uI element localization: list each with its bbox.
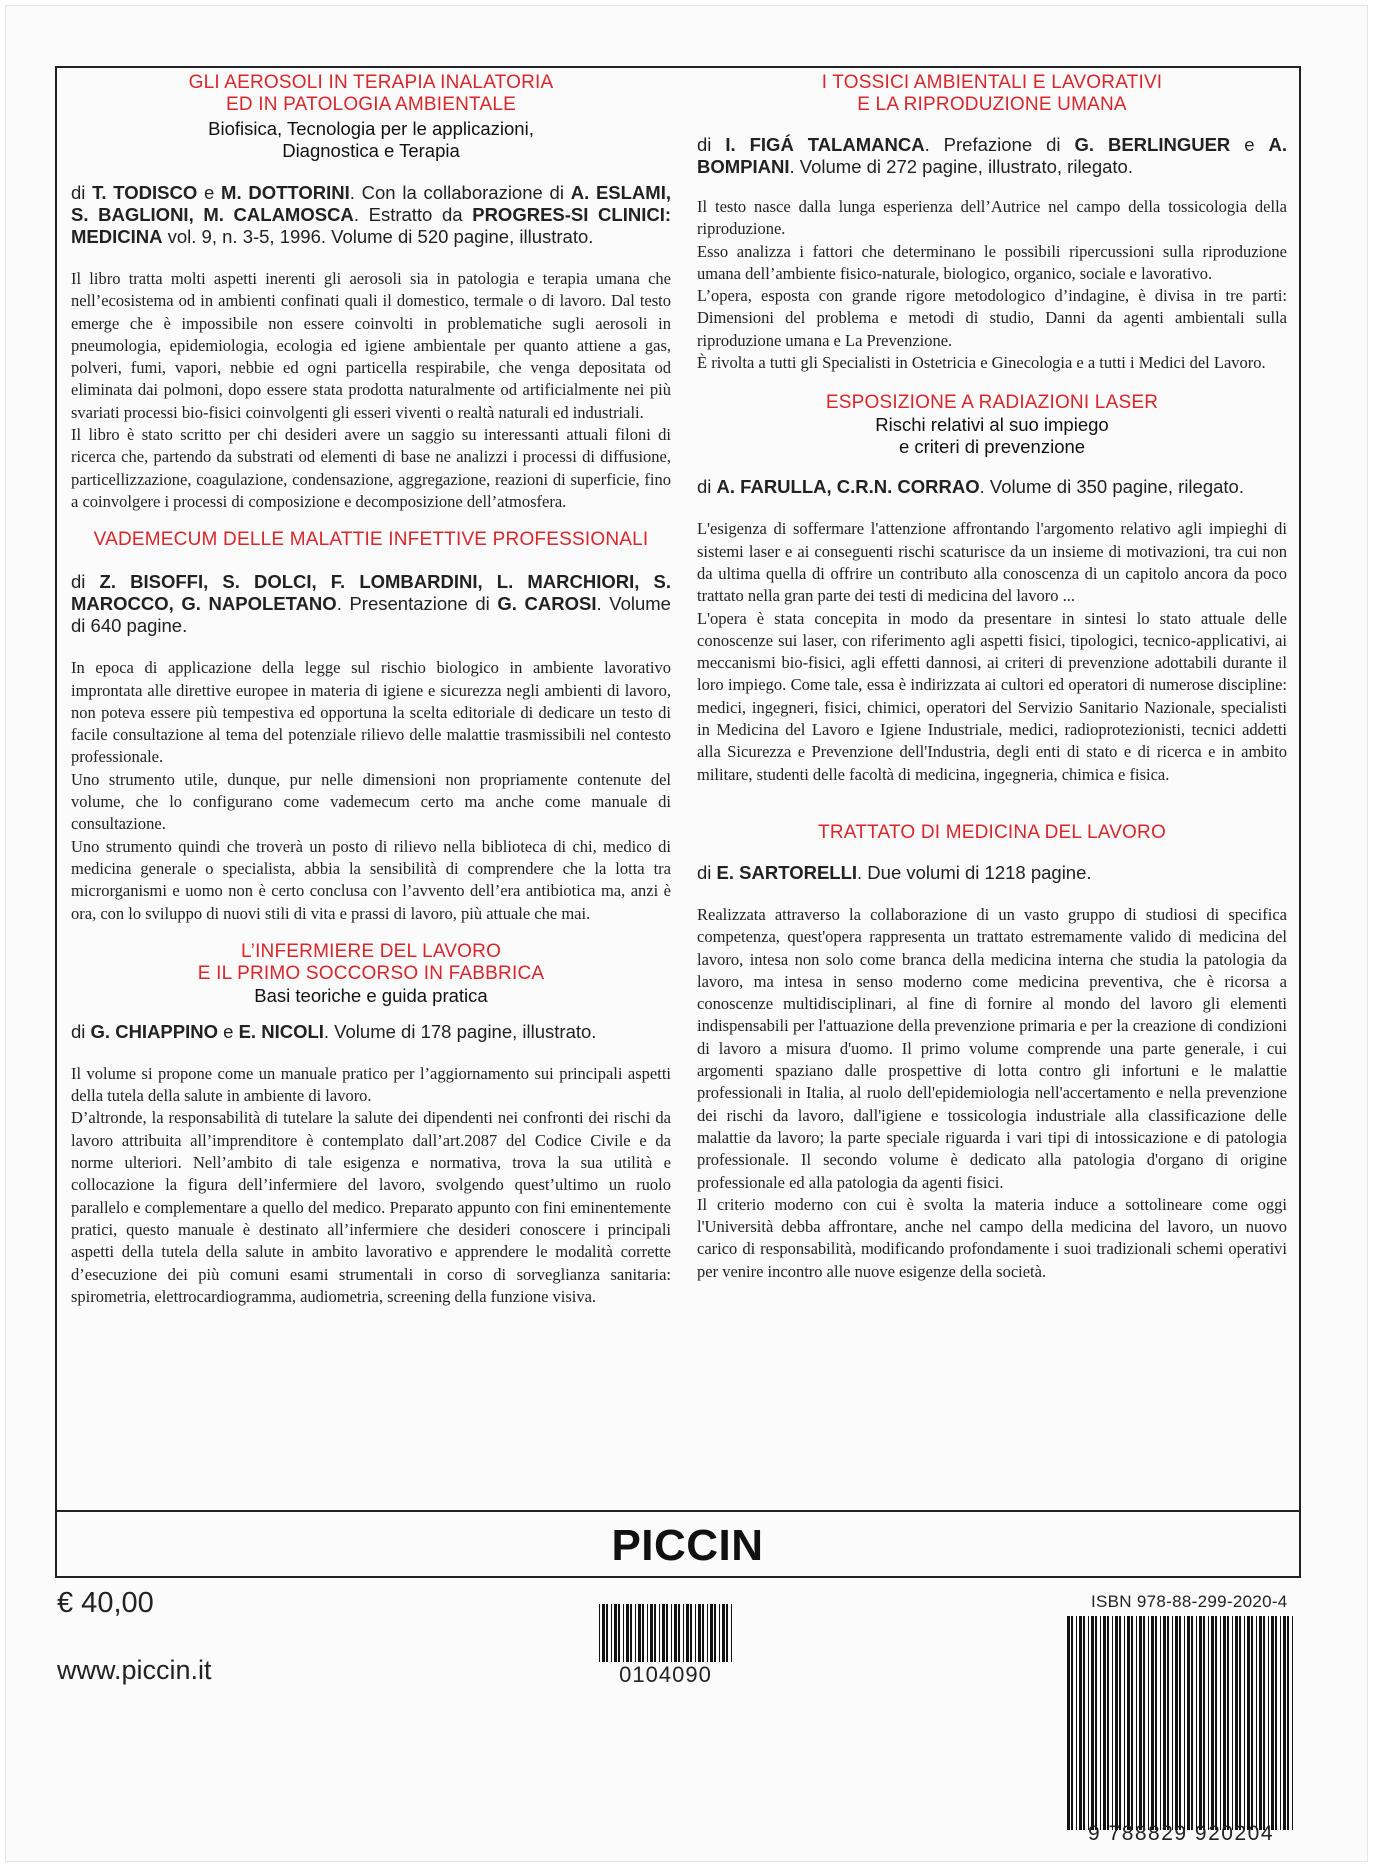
book-infermiere [71, 941, 671, 1308]
book-byline: di T. TODISCO e M. DOTTORINI. Con la collaborazione di A. ESLAMI, S. BAGLIONI, M. CALAMOSCA. Estratto da PROGRES-SI CLINICI: MEDICINA vol. 9, n. 3-5, 1996. Volume di 520 pagine, illustrato. [71, 182, 672, 247]
barcode-bar [1280, 1616, 1281, 1830]
barcode-bar [1208, 1616, 1209, 1830]
barcode-bar [1275, 1616, 1277, 1830]
barcode-bar [1271, 1616, 1274, 1830]
barcode-bar [638, 1604, 641, 1662]
barcode-bar [1244, 1616, 1245, 1830]
barcode-bar [1107, 1616, 1109, 1830]
barcode-bar [1247, 1616, 1250, 1830]
barcode-bar [1151, 1616, 1154, 1830]
publisher-divider [55, 1510, 1301, 1512]
barcode-bar [1196, 1616, 1197, 1830]
barcode-bar [614, 1604, 617, 1662]
barcode-bar [1131, 1616, 1133, 1830]
barcode-bar [710, 1604, 713, 1662]
book-title: GLI AEROSOLI IN TERAPIA INALATORIA ED IN PATOLOGIA AMBIENTALE [188, 72, 554, 115]
book-title: L’INFERMIERE DEL LAVORO E IL PRIMO SOCCORSO IN FABBRICA [197, 940, 545, 984]
book-title: ESPOSIZIONE A RADIAZIONI LASER [825, 392, 1159, 414]
barcode-bar [1112, 1616, 1113, 1830]
left-column [71, 72, 671, 1308]
book-description: In epoca di applicazione della legge sul rischio biologico in ambiente lavorativo improntata alle direttive europee in materia di igiene e sicurezza negli ambienti di lavoro, non poteva essere più tempestiva ed opportuna la scelta editoriale di dedicare un testo di facile consultazione al tema del potenziale rilievo delle malattie trasmissibili nel contesto professionale. Uno strumento utile, dunque, pur nelle dimensioni non propriamente contenute del volume, che lo configurano come vademecum certo ma anche come manuale di consultazione. Uno strumento quindi che troverà un posto di rilievo nella biblioteca di chi, medico di medicina generale o specialista, abbia la sensibilità di comprendere che la lotta tra microrganismi e uomo non è certo conclusa con l’avvento dell’era antibiotica ma, anzi è ora, con lo sviluppo di nuovi stili di vita e prassi di lavoro, più attuale che mai. [71, 658, 671, 923]
barcode-bar [702, 1604, 704, 1662]
barcode-bar [1139, 1616, 1142, 1830]
book-byline: di A. FARULLA, C.R.N. CORRAO. Volume di 350 pagine, rilegato. [697, 476, 1244, 498]
publisher-logo: PICCIN [611, 1521, 764, 1570]
barcode-bar [602, 1604, 605, 1662]
barcode-bar [1067, 1616, 1070, 1830]
barcode-bar [698, 1604, 701, 1662]
book-title: TRATTATO DI MEDICINA DEL LAVORO [818, 821, 1166, 843]
barcode-bar [671, 1604, 672, 1662]
barcode-bar [714, 1604, 716, 1662]
barcode-bar [1155, 1616, 1157, 1830]
barcode-bar [719, 1604, 720, 1662]
book-byline: di E. SARTORELLI. Due volumi di 1218 pagine. [697, 861, 1092, 883]
barcode-bar [1175, 1616, 1178, 1830]
barcode-bar [686, 1604, 689, 1662]
book-byline: di Z. BISOFFI, S. DOLCI, F. LOMBARDINI, L. MARCHIORI, S. MAROCCO, G. NAPOLETANO. Presentazione di G. CAROSI. Volume di 640 pagine. [71, 571, 671, 637]
barcode-bar [626, 1604, 629, 1662]
barcode-bar [690, 1604, 692, 1662]
barcode-bar [1184, 1616, 1185, 1830]
barcode-bar [1283, 1616, 1286, 1830]
book-description: L'esigenza di soffermare l'attenzione affrontando l'argomento relativo agli impieghi di sistemi laser e ai conseguenti rischi scaturisce da un insieme di motivazioni, tra cui non da ultima quella di offrire un contributo alla conoscenza di un capitolo ancora da poco trattato nella gran parte dei testi di medicina del lavoro ... L'opera è stata concepita in modo da presentare in sintesi lo stato attuale delle conoscenze sui laser, con riferimento agli aspetti fisici, tipologici, tecnico-applicativi, ai meccanismi bio-fisici, agli effetti dannosi, ai criteri di prevenzione adottabili durante il loro impiego. Come tale, essa è indirizzata ai cultori ed operatori di numerose discipline: medici, ingegneri, fisici, chimici, operatori del Servizio Sanitario Nazionale, specialisti in Medicina del Lavoro e Igiene Industriale, medici, radioprotezionisti, tecnici addetti alla Sicurezza e Prevenzione dell'Industria, degli enti di stato e di ricerca e in ambito militare, studenti delle facoltà di medicina, ingegneria, chimica e fisica. [697, 519, 1287, 784]
book-subtitle: Basi teoriche e guida pratica [254, 984, 488, 1006]
barcode-bar [623, 1604, 624, 1662]
barcode-bar [1239, 1616, 1241, 1830]
barcode-bar [1167, 1616, 1169, 1830]
barcode-bar [647, 1604, 648, 1662]
book-tossici [697, 72, 1287, 374]
barcode-bar [1292, 1616, 1293, 1830]
barcode-bar [1148, 1616, 1149, 1830]
barcode-bar [635, 1604, 636, 1662]
book-description: Il testo nasce dalla lunga esperienza dell’Autrice nel campo della tossicologia della riproduzione. Esso analizza i fattori che determinano le possibili ripercussioni sulla riproduzione umana dell’ambiente fisico-naturale, biologico, organico, sociale e lavorativo. L’opera, esposta con grande rigore metodologico d’indagine, è divisa in tre parti: Dimensioni del problema e metodi di studio, Danni da agenti ambientali sulla riproduzione umana e La Prevenzione. È rivolta a tutti gli Specialisti in Ostetricia e Ginecologia e a tutti i Medici del Lavoro. [697, 197, 1287, 373]
barcode-bar [1211, 1616, 1214, 1830]
barcode-bar [1119, 1616, 1121, 1830]
barcode-bar [1215, 1616, 1217, 1830]
barcode-small [597, 1604, 734, 1662]
barcode-bar [707, 1604, 708, 1662]
barcode-bar [666, 1604, 668, 1662]
barcode-bar [1172, 1616, 1173, 1830]
barcode-bar [1203, 1616, 1205, 1830]
barcode-bar [1088, 1616, 1089, 1830]
barcode-bar [1232, 1616, 1233, 1830]
barcode-bar [611, 1604, 612, 1662]
barcode-bar [1083, 1616, 1085, 1830]
book-title: VADEMECUM DELLE MALATTIE INFETTIVE PROFESSIONALI [93, 529, 649, 551]
barcode-bar [1163, 1616, 1166, 1830]
barcode-small-number: 0104090 [619, 1662, 712, 1687]
right-column [697, 72, 1287, 1283]
barcode-bar [1263, 1616, 1265, 1830]
barcode-bar [1179, 1616, 1181, 1830]
book-vademecum [71, 529, 671, 925]
barcode-bar [1287, 1616, 1289, 1830]
book-byline: di G. CHIAPPINO e E. NICOLI. Volume di 178 pagine, illustrato. [71, 1020, 597, 1042]
barcode-bar [662, 1604, 665, 1662]
barcode-bar [1223, 1616, 1226, 1830]
barcode-bar [1199, 1616, 1202, 1830]
barcode-ean-number: 9 788829 920204 [1088, 1822, 1274, 1845]
book-description: Realizzata attraverso la collaborazione di un vasto gruppo di studiosi di specifica competenza, quest'opera rappresenta un trattato estremamente valido di medicina del lavoro, intesa non solo come branca della medicina interna che studia la patologia da lavoro, ma intesa in senso moderno come medicina preventiva, che è ricorsa a conoscenze multidisciplinari, al fine di fornire al mondo del lavoro gli elementi indispensabili per l'attuazione della prevenzione primaria e per la creazione di condizioni di lavoro a misura d'uomo. Il primo volume comprende una parte generale, i cui argomenti spaziano dalle prospettive di lotta contro gli infortuni e le malattie professionali in Italia, al ruolo dell'epidemiologia nell'accertamento e nella prevenzione dei rischi da lavoro, dall'igiene e tossicologia industriale alla classificazione delle malattie da lavoro; la parte speciale riguarda i vari tipi di intossicazione e di patologia professionale. Il secondo volume è dedicato alla patologia d'organo di origine professionale ed alla patologia da agenti fisici. Il criterio moderno con cui è svolta la materia induce a sottolineare come oggi l'Università debba affrontare, anche nel campo della medicina del lavoro, un nuovo carico di responsabilità, modificando profondamente i suoi tradizionali schemi operativi per venire incontro alle nuove esigenze della società. [697, 904, 1287, 1281]
barcode-bar [1235, 1616, 1238, 1830]
barcode-bar [674, 1604, 677, 1662]
barcode-bar [1220, 1616, 1221, 1830]
barcode-bar [1136, 1616, 1137, 1830]
barcode-bar [599, 1604, 600, 1662]
book-title: I TOSSICI AMBIENTALI E LAVORATIVI E LA RIPRODUZIONE UMANA [821, 72, 1163, 115]
book-description: Il libro tratta molti aspetti inerenti gli aerosoli sia in patologia e terapia umana che nell’ecosistema od in ambienti confinati quali il domestico, termale o di lavoro. Dal testo emerge che è impossibile non essere coinvolti in problematiche sugli aerosoli in pneumologia, epidemiologia, ecologia ed igiene ambientale per quanto attiene a gas, polveri, fumi, vapori, nebbie ed ogni particella respirabile, che venga depositata od eliminata dai polmoni, dopo essere stata prodotta naturalmente od artificialmente nei più svariati processi bio-fisici coinvolgenti gli esseri viventi o realtà naturali ed industriali. Il libro è stato scritto per chi desideri avere un saggio su interessanti attuali filoni di ricerca che, partendo da substrati od elementi di base ne analizzi i processi di diffusione, particellizzazione, coagulazione, condensazione, aggregazione, reazioni di superficie, fino a coinvolgere i processi di composizione e decomposizione dell’atmosfera. [71, 269, 671, 511]
barcode-bar [1103, 1616, 1106, 1830]
barcode-bar [1187, 1616, 1190, 1830]
barcode-bar [731, 1604, 732, 1662]
barcode-bar [1227, 1616, 1229, 1830]
barcode-bar [606, 1604, 608, 1662]
barcode-bar [1143, 1616, 1145, 1830]
book-subtitle: Biofisica, Tecnologia per le applicazioni, Diagnostica e Terapia [208, 118, 534, 161]
website: www.piccin.it [57, 1655, 212, 1685]
book-byline: di I. FIGÁ TALAMANCA. Prefazione di G. BERLINGUER e A. BOMPIANI. Volume di 272 pagine, illustrato, rilegato. [697, 134, 1287, 177]
barcode-bar [1071, 1616, 1073, 1830]
book-trattato [697, 822, 1287, 1283]
barcode-bar [1091, 1616, 1094, 1830]
book-aerosoli [71, 72, 671, 513]
barcode-ean [1065, 1616, 1297, 1830]
barcode-bar [1160, 1616, 1161, 1830]
barcode-bar [1127, 1616, 1130, 1830]
barcode-bar [695, 1604, 696, 1662]
barcode-bar [630, 1604, 632, 1662]
book-description: Il volume si propone come un manuale pratico per l’aggiornamento sui principali aspetti della tutela della salute in ambiente di lavoro. D’altronde, la responsabilità di tutelare la salute dei dipendenti nei confronti dei rischi da lavoro attribuita all’imprenditore è contemplato dall’art.2087 del Codice Civile e da norme ulteriori. Nell’ambito di tale esigenza e normativa, trova la sua utilità e collocazione la figura dell’infermiere del lavoro, svolgendo quest’ultimo un ruolo parallelo e complementare a quello del medico. Preparato appunto con fini eminentemente pratici, questo manuale è destinato all’infermiere che desideri conoscere i principali aspetti della tutela della salute in ambito lavorativo e apprendere le modalità corrette d’esecuzione dei più comuni esami strumentali in corso di sorveglianza sanitaria: spirometria, elettrocardiogramma, audiometria, screening della funzione visiva. [71, 1063, 671, 1306]
barcode-bar [1259, 1616, 1262, 1830]
barcode-bar [1100, 1616, 1101, 1830]
barcode-bar [1191, 1616, 1193, 1830]
barcode-bar [1251, 1616, 1253, 1830]
book-subtitle: Rischi relativi al suo impiego e criteri di prevenzione [875, 414, 1109, 458]
barcode-bar [1095, 1616, 1097, 1830]
barcode-bar [650, 1604, 653, 1662]
book-laser [697, 392, 1287, 786]
barcode-bar [659, 1604, 660, 1662]
barcode-bar [1076, 1616, 1077, 1830]
barcode-bar [722, 1604, 725, 1662]
barcode-bar [678, 1604, 680, 1662]
barcode-bar [683, 1604, 684, 1662]
price: € 40,00 [57, 1587, 154, 1619]
barcode-bar [654, 1604, 656, 1662]
isbn: ISBN 978-88-299-2020-4 [1091, 1592, 1288, 1611]
barcode-bar [642, 1604, 644, 1662]
barcode-bar [1256, 1616, 1257, 1830]
barcode-bar [1124, 1616, 1125, 1830]
barcode-bar [726, 1604, 728, 1662]
barcode-bar [1079, 1616, 1082, 1830]
barcode-bar [618, 1604, 620, 1662]
barcode-bar [1115, 1616, 1118, 1830]
barcode-bar [1268, 1616, 1269, 1830]
